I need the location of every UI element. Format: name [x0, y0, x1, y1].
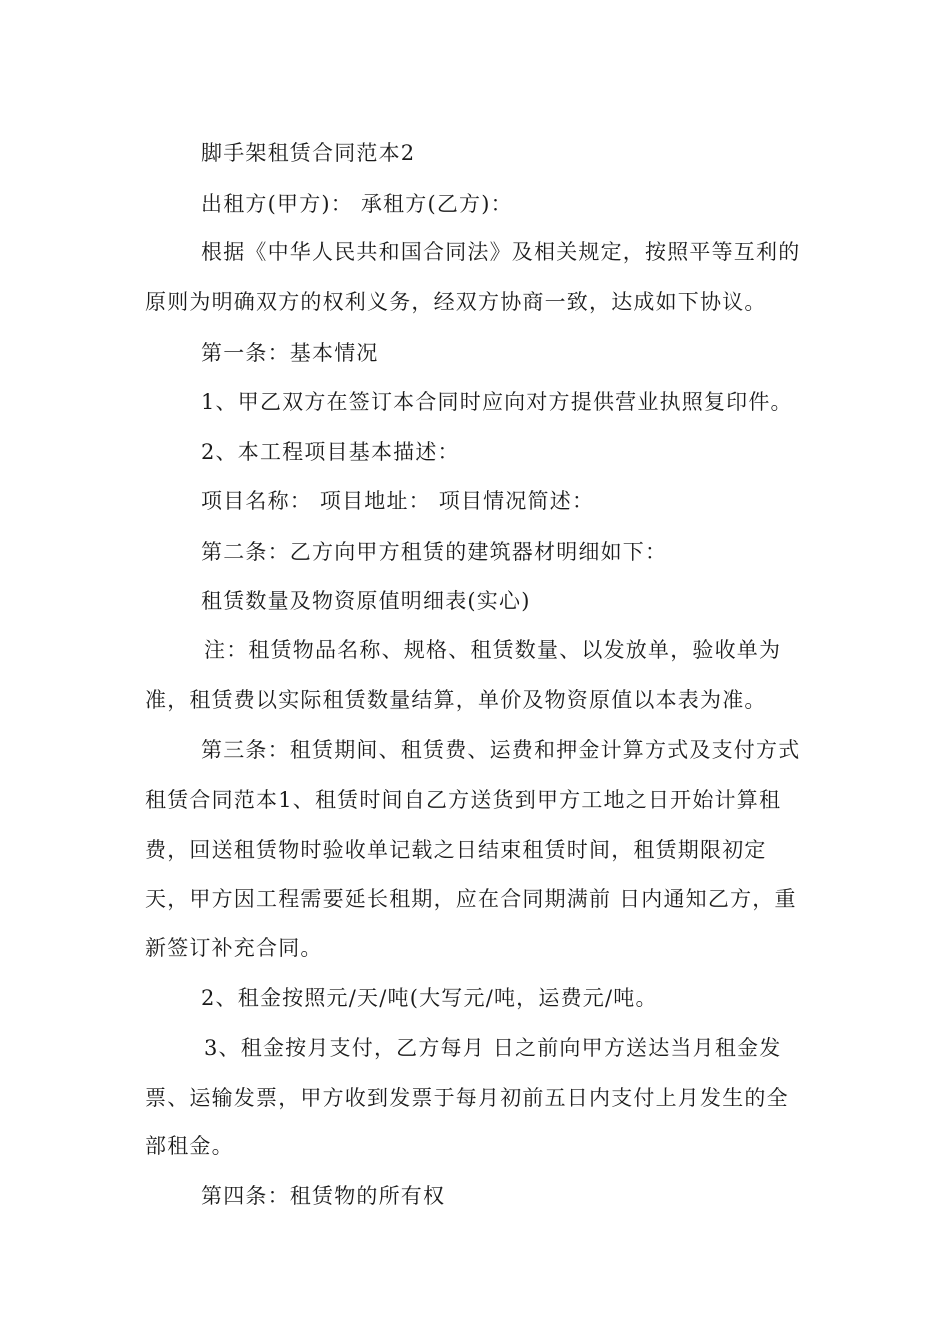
article-heading: 第三条：租赁期间、租赁费、运费和押金计算方式及支付方式 — [201, 738, 801, 762]
note-line: 注：租赁物品名称、规格、租赁数量、以发放单，验收单为 — [204, 638, 782, 662]
paragraph-line: 部租金。 — [145, 1134, 234, 1158]
paragraph-line: 票、运输发票，甲方收到发票于每月初前五日内支付上月发生的全 — [145, 1086, 789, 1110]
paragraph-line: 根据《中华人民共和国合同法》及相关规定，按照平等互利的 — [201, 240, 801, 264]
paragraph-line: 天，甲方因工程需要延长租期，应在合同期满前 日内通知乙方，重 — [145, 887, 797, 911]
article-heading: 第二条：乙方向甲方租赁的建筑器材明细如下： — [201, 540, 668, 564]
list-item: 1、甲乙双方在签订本合同时应向对方提供营业执照复印件。 — [201, 390, 793, 414]
list-item: 2、本工程项目基本描述： — [201, 440, 460, 464]
paragraph-line: 租赁合同范本1、租赁时间自乙方送货到甲方工地之日开始计算租 — [145, 788, 782, 812]
article-heading: 第一条：基本情况 — [201, 341, 379, 365]
project-fields-line: 项目名称： 项目地址： 项目情况简述： — [201, 489, 595, 513]
list-item: 2、租金按照元/天/吨(大写元/吨，运费元/吨。 — [201, 986, 658, 1010]
list-item: 3、租金按月支付，乙方每月 日之前向甲方送达当月租金发 — [204, 1036, 782, 1060]
paragraph-line: 费，回送租赁物时验收单记载之日结束租赁时间，租赁期限初定 — [145, 838, 767, 862]
paragraph-line: 新签订补充合同。 — [145, 936, 323, 960]
paragraph-line: 原则为明确双方的权利义务，经双方协商一致，达成如下协议。 — [145, 290, 767, 314]
parties-line: 出租方(甲方)： 承租方(乙方)： — [201, 192, 513, 216]
note-line: 准，租赁费以实际租赁数量结算，单价及物资原值以本表为准。 — [145, 688, 767, 712]
table-title: 租赁数量及物资原值明细表(实心) — [201, 589, 531, 613]
document-title: 脚手架租赁合同范本2 — [201, 141, 416, 165]
article-heading: 第四条：租赁物的所有权 — [201, 1184, 446, 1208]
